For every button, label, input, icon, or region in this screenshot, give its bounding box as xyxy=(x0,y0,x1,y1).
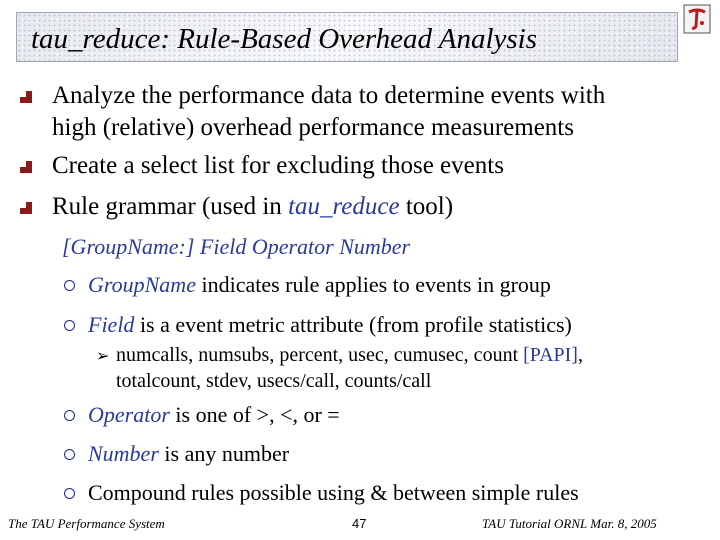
text-segment: Rule grammar (used in xyxy=(52,193,289,220)
tau-logo-icon xyxy=(683,4,711,34)
sub-bullet-text xyxy=(88,310,572,340)
text-segment: numcalls, numsubs, percent, usec, cumusec, count xyxy=(116,344,524,366)
bullet-text: high (relative) overhead performance measurements xyxy=(52,114,574,141)
bullet-square-icon xyxy=(20,202,32,214)
footer-left: The TAU Performance System xyxy=(8,516,165,531)
text-segment: is any number xyxy=(158,441,290,466)
papi-term: [PAPI] xyxy=(523,344,578,366)
bullet-square-icon xyxy=(20,161,32,173)
bullet-text: Analyze the performance data to determine events with xyxy=(52,82,606,109)
sub-bullet-text xyxy=(88,439,289,469)
bullet-text xyxy=(52,192,453,222)
bullet-text: Create a select list for excluding those events xyxy=(52,152,504,179)
text-segment: is one of >, <, or = xyxy=(169,402,340,427)
bullet-circle-icon xyxy=(64,280,75,291)
grammar-rule: [GroupName:] Field Operator Number xyxy=(62,234,411,259)
term: GroupName xyxy=(88,272,196,297)
sub-bullet-text xyxy=(88,270,551,300)
bullet-circle-icon xyxy=(64,410,75,421)
page-title: tau_reduce: Rule-Based Overhead Analysis xyxy=(31,23,538,55)
footer-right: TAU Tutorial ORNL Mar. 8, 2005 xyxy=(482,516,657,531)
tau-reduce-term: tau_reduce xyxy=(288,193,400,220)
arrow-bullet-icon: ➢ xyxy=(96,346,110,365)
term: Number xyxy=(88,441,159,466)
bullet-circle-icon xyxy=(64,449,75,460)
field-values: totalcount, stdev, usecs/call, counts/call xyxy=(116,370,432,392)
text-segment: tool) xyxy=(399,193,454,220)
term: Operator xyxy=(88,402,170,427)
text-segment: is a event metric attribute (from profile statistics) xyxy=(134,312,572,337)
bullet-circle-icon xyxy=(64,320,75,331)
text-segment: , xyxy=(577,344,583,366)
bullet-square-icon xyxy=(20,91,32,103)
sub-bullet-text xyxy=(88,400,340,430)
bullet-circle-icon xyxy=(64,488,75,499)
term: Field xyxy=(88,312,135,337)
sub-bullet-text: Compound rules possible using & between simple rules xyxy=(88,480,579,505)
text-segment: indicates rule applies to events in group xyxy=(195,272,551,297)
page-number: 47 xyxy=(352,516,367,531)
